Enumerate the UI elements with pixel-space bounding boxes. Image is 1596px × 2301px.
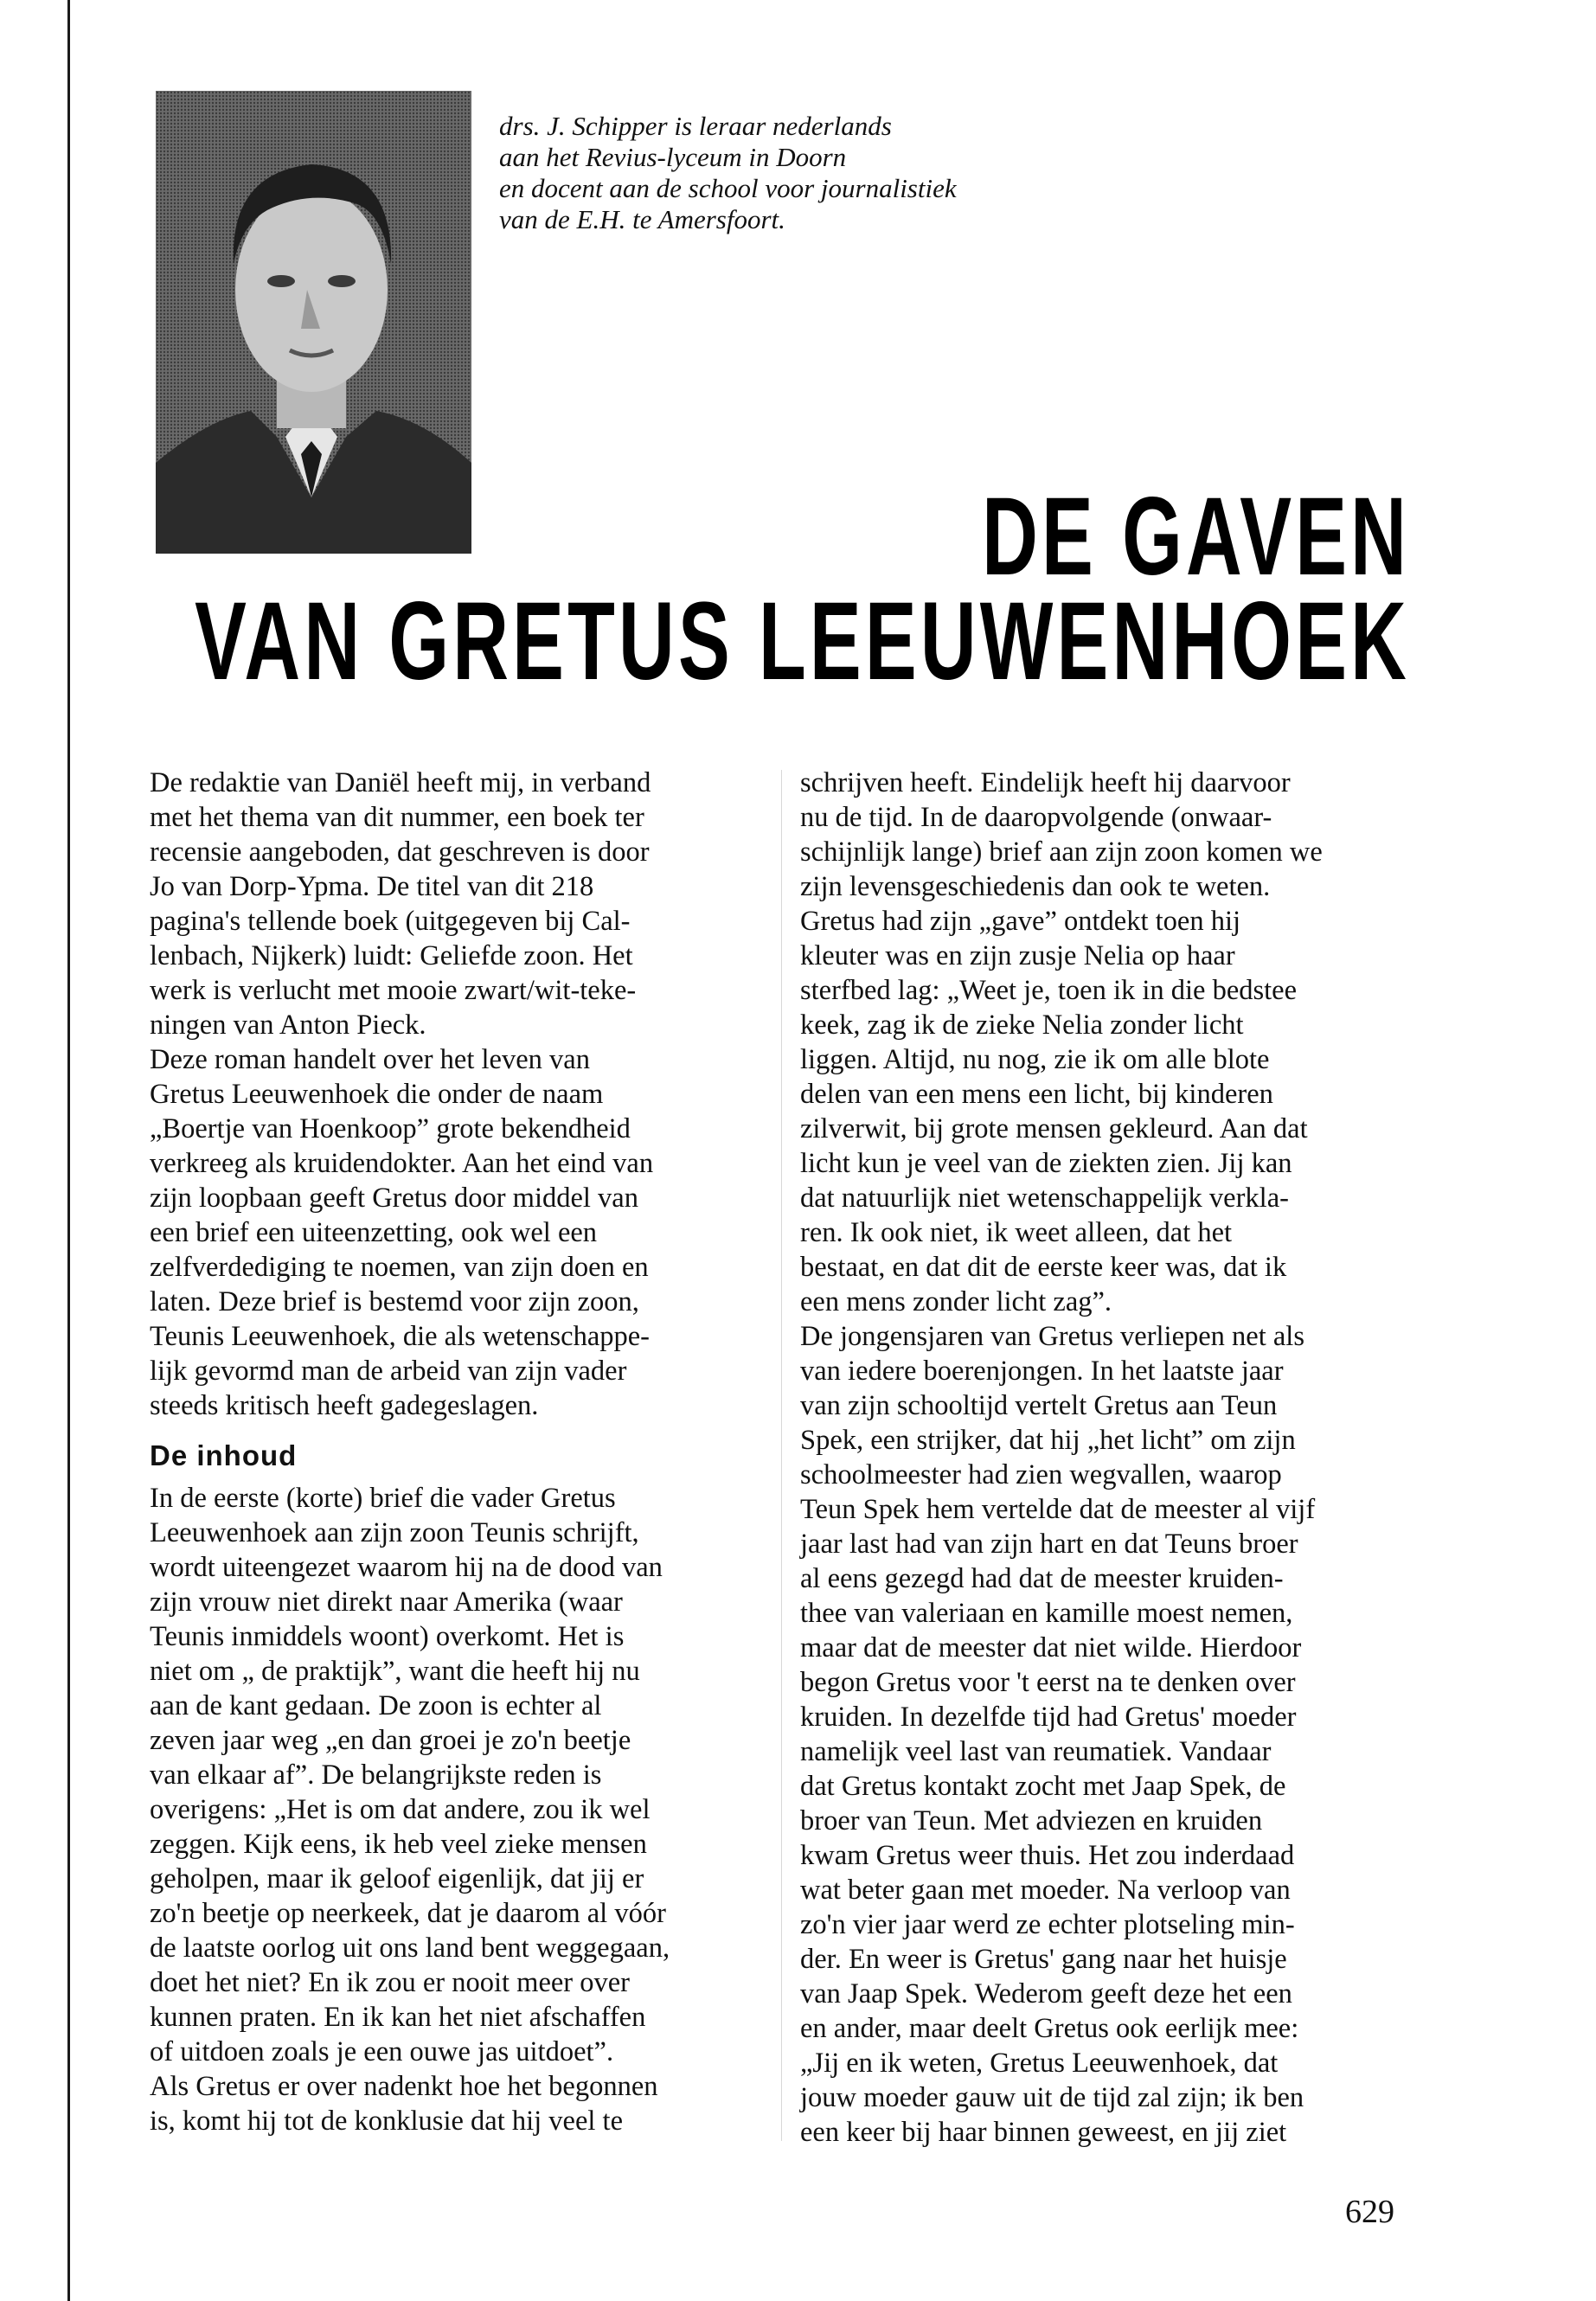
text-line: kruiden. In dezelfde tijd had Gretus' moeder: [800, 1702, 1297, 1733]
text-line: de laatste oorlog uit ons land bent weggegaan,: [150, 1932, 670, 1964]
text-line: schoolmeester had zien wegvallen, waarop: [800, 1459, 1282, 1490]
bio-line: en docent aan de school voor journalistiek: [499, 173, 957, 203]
text-line: kleuter was en zijn zusje Nelia op haar: [800, 940, 1235, 971]
text-line: wat beter gaan met moeder. Na verloop van: [800, 1875, 1291, 1906]
text-line: met het thema van dit nummer, een boek ter: [150, 802, 644, 833]
text-line: De jongensjaren van Gretus verliepen net als: [800, 1321, 1304, 1352]
text-line: Gretus Leeuwenhoek die onder de naam: [150, 1079, 604, 1110]
left-column: [150, 766, 761, 2138]
text-line: van elkaar af”. De belangrijkste reden is: [150, 1759, 602, 1791]
text-line: lenbach, Nijkerk) luidt: Geliefde zoon. Het: [150, 940, 633, 971]
text-line: is, komt hij tot de konklusie dat hij veel te: [150, 2106, 624, 2137]
text-line: van zijn schooltijd vertelt Gretus aan Teun: [800, 1390, 1278, 1421]
text-line: dat natuurlijk niet wetenschappelijk verkla-: [800, 1183, 1289, 1214]
text-line: al eens gezegd had dat de meester kruiden-: [800, 1563, 1284, 1594]
text-line: niet om „ de praktijk”, want die heeft hij nu: [150, 1656, 640, 1687]
text-line: en ander, maar deelt Gretus ook eerlijk mee:: [800, 2013, 1299, 2044]
text-line: „Jij en ik weten, Gretus Leeuwenhoek, dat: [800, 2048, 1279, 2079]
text-line: Deze roman handelt over het leven van: [150, 1044, 590, 1075]
bio-line: van de E.H. te Amersfoort.: [499, 204, 785, 234]
text-line: Teunis Leeuwenhoek, die als wetenschappe-: [150, 1321, 650, 1352]
text-line: Jo van Dorp-Ypma. De titel van dit 218: [150, 871, 594, 902]
text-line: „Boertje van Hoenkoop” grote bekendheid: [150, 1113, 631, 1144]
article-title-line-1: DE GAVEN: [982, 475, 1410, 599]
text-line: thee van valeriaan en kamille moest nemen,: [800, 1598, 1293, 1629]
page-number: 629: [1345, 2194, 1394, 2230]
text-line: keek, zag ik de zieke Nelia zonder licht: [800, 1009, 1244, 1041]
text-line: nu de tijd. In de daaropvolgende (onwaar-: [800, 802, 1272, 833]
text-line: zelfverdediging te noemen, van zijn doen en: [150, 1252, 649, 1283]
article-title-line-2: VAN GRETUS LEEUWENHOEK: [195, 580, 1410, 703]
text-line: maar dat de meester dat niet wilde. Hierdoor: [800, 1632, 1302, 1663]
text-line: een mens zonder licht zag”.: [800, 1286, 1112, 1317]
text-line: jaar last had van zijn hart en dat Teuns broer: [800, 1529, 1298, 1560]
text-line: lijk gevormd man de arbeid van zijn vader: [150, 1356, 627, 1387]
text-line: bestaat, en dat dit de eerste keer was, dat ik: [800, 1252, 1287, 1283]
text-line: zijn levensgeschiedenis dan ook te weten.: [800, 871, 1271, 902]
text-line: licht kun je veel van de ziekten zien. Jij kan: [800, 1148, 1292, 1179]
text-line: der. En weer is Gretus' gang naar het huisje: [800, 1944, 1287, 1975]
text-line: jouw moeder gauw uit de tijd zal zijn; ik ben: [800, 2082, 1304, 2113]
text-line: wordt uiteengezet waarom hij na de dood van: [150, 1552, 663, 1583]
text-line: geholpen, maar ik geloof eigenlijk, dat jij er: [150, 1863, 644, 1894]
text-line: Als Gretus er over nadenkt hoe het begonnen: [150, 2071, 658, 2102]
text-line: Teun Spek hem vertelde dat de meester al vijf: [800, 1494, 1316, 1525]
text-line: delen van een mens een licht, bij kinderen: [800, 1079, 1273, 1110]
author-bio: [499, 111, 984, 235]
text-line: zo'n vier jaar werd ze echter plotseling min-: [800, 1909, 1295, 1940]
text-line: werk is verlucht met mooie zwart/wit-teke-: [150, 975, 637, 1006]
text-line: ningen van Anton Pieck.: [150, 1009, 426, 1041]
text-line: kunnen praten. En ik kan het niet afschaffen: [150, 2002, 646, 2033]
text-line: liggen. Altijd, nu nog, zie ik om alle blote: [800, 1044, 1270, 1075]
text-line: een keer bij haar binnen geweest, en jij ziet: [800, 2117, 1287, 2148]
text-line: De redaktie van Daniël heeft mij, in verband: [150, 767, 651, 798]
text-line: zilverwit, bij grote mensen gekleurd. Aan dat: [800, 1113, 1308, 1144]
text-line: een brief een uiteenzetting, ook wel een: [150, 1217, 598, 1248]
text-line: aan de kant gedaan. De zoon is echter al: [150, 1690, 602, 1721]
text-line: dat Gretus kontakt zocht met Jaap Spek, de: [800, 1771, 1286, 1802]
text-line: kwam Gretus weer thuis. Het zou inderdaad: [800, 1840, 1295, 1871]
text-line: namelijk veel last van reumatiek. Vandaar: [800, 1736, 1272, 1767]
text-line: of uitdoen zoals je een ouwe jas uitdoet”.: [150, 2036, 614, 2067]
text-line: ren. Ik ook niet, ik weet alleen, dat het: [800, 1217, 1233, 1248]
page-spine: [67, 0, 70, 2301]
bio-line: aan het Revius-lyceum in Doorn: [499, 142, 847, 172]
text-line: schijnlijk lange) brief aan zijn zoon komen we: [800, 836, 1323, 868]
text-line: sterfbed lag: „Weet je, toen ik in die bedstee: [800, 975, 1298, 1006]
text-line: van Jaap Spek. Wederom geeft deze het een: [800, 1978, 1292, 2009]
text-line: recensie aangeboden, dat geschreven is door: [150, 836, 650, 868]
text-line: pagina's tellende boek (uitgegeven bij Cal-: [150, 906, 631, 937]
text-line: zo'n beetje op neerkeek, dat je daarom al vóór: [150, 1898, 666, 1929]
text-line: laten. Deze brief is bestemd voor zijn zoon,: [150, 1286, 639, 1317]
text-line: overigens: „Het is om dat andere, zou ik wel: [150, 1794, 651, 1825]
text-line: In de eerste (korte) brief die vader Gretus: [150, 1483, 616, 1514]
text-line: Spek, een strijker, dat hij „het licht” om zijn: [800, 1425, 1296, 1456]
text-line: zeggen. Kijk eens, ik heb veel zieke mensen: [150, 1829, 647, 1860]
text-line: broer van Teun. Met adviezen en kruiden: [800, 1805, 1263, 1836]
text-line: van iedere boerenjongen. In het laatste jaar: [800, 1356, 1284, 1387]
text-line: verkreeg als kruidendokter. Aan het eind van: [150, 1148, 654, 1179]
section-heading: De inhoud: [150, 1439, 298, 1471]
text-line: zijn loopbaan geeft Gretus door middel van: [150, 1183, 638, 1214]
text-line: begon Gretus voor 't eerst na te denken over: [800, 1667, 1296, 1698]
column-divider: [781, 770, 782, 2141]
text-line: Gretus had zijn „gave” ontdekt toen hij: [800, 906, 1241, 937]
text-line: steeds kritisch heeft gadegeslagen.: [150, 1390, 539, 1421]
text-line: zeven jaar weg „en dan groei je zo'n beetje: [150, 1725, 631, 1756]
text-line: schrijven heeft. Eindelijk heeft hij daarvoor: [800, 767, 1291, 798]
text-line: zijn vrouw niet direkt naar Amerika (waar: [150, 1586, 623, 1618]
text-line: Leeuwenhoek aan zijn zoon Teunis schrijft,: [150, 1517, 639, 1548]
right-column: [800, 766, 1410, 2150]
author-photo: [156, 91, 471, 554]
bio-line: drs. J. Schipper is leraar nederlands: [499, 111, 892, 141]
text-line: Teunis inmiddels woont) overkomt. Het is: [150, 1621, 625, 1652]
text-line: doet het niet? En ik zou er nooit meer over: [150, 1967, 631, 1998]
